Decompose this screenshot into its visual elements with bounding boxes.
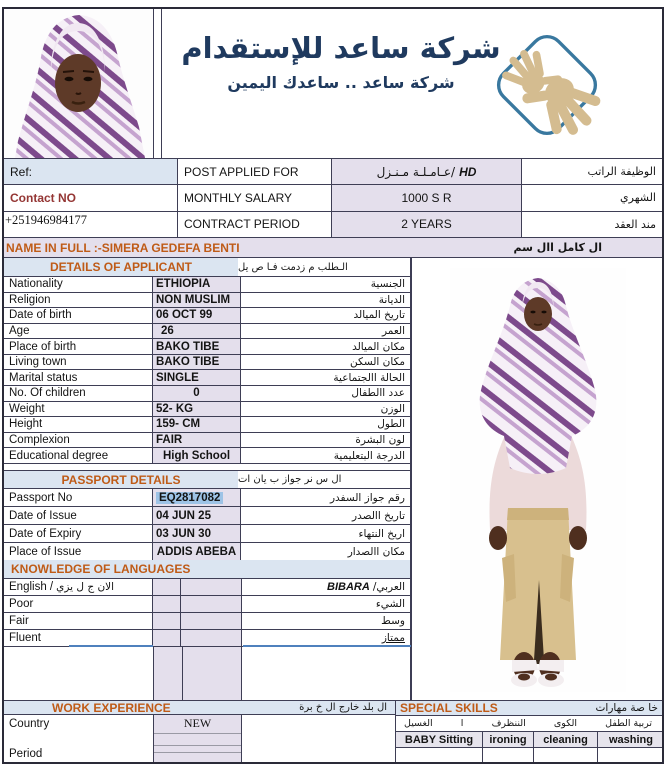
passport-number-highlight: EQ2817082 xyxy=(156,492,223,504)
english-label-cell xyxy=(4,579,153,595)
skill-cell xyxy=(396,748,483,763)
detail-arabic-label: الطول xyxy=(377,418,405,431)
applicant-full-body-photo xyxy=(411,258,664,700)
row-divider xyxy=(154,745,241,746)
post-value-arabic: عـامـلـة مـنـزل/ xyxy=(376,164,456,179)
full-name-row xyxy=(4,238,664,258)
detail-label: Complexion xyxy=(4,433,153,448)
headshot-illustration xyxy=(4,9,154,158)
work-experience-table xyxy=(4,715,395,764)
detail-arabic-label: مكان السكن xyxy=(350,356,405,369)
post-applied-label: POST APPLIED FOR xyxy=(178,159,332,185)
work-experience-title: WORK EXPERIENCE xyxy=(52,700,171,715)
passport-label: Place of Issue xyxy=(4,543,153,560)
passport-label: Date of Expiry xyxy=(4,525,153,542)
detail-arabic-label: تاريخ الميالد xyxy=(353,309,405,322)
passport-arabic-label: مكان االصدار xyxy=(347,545,405,558)
monthly-salary-value: 1000 S R xyxy=(332,185,522,211)
detail-value: 52- KG xyxy=(153,402,241,417)
detail-arabic-label: العمر xyxy=(381,325,405,338)
language-row-fair xyxy=(4,613,410,630)
detail-value: FAIR xyxy=(153,433,241,448)
country-value: NEW xyxy=(183,716,212,730)
detail-arabic-label: الوزن xyxy=(380,402,405,415)
detail-label: Age xyxy=(4,324,153,339)
full-body-illustration xyxy=(450,268,626,692)
passport-value: 03 JUN 30 xyxy=(153,525,241,542)
passport-row-number xyxy=(4,489,410,507)
detail-value: BAKO TIBE xyxy=(153,355,241,370)
detail-value: 0 xyxy=(153,386,241,401)
company-branding xyxy=(176,31,506,92)
work-value-column xyxy=(153,715,242,764)
detail-arabic-label: لون البشرة xyxy=(355,434,405,447)
details-of-applicant-section xyxy=(4,258,411,464)
detail-row-living-town xyxy=(4,355,410,371)
detail-arabic-label: الدرجة البتعليمية xyxy=(333,449,405,462)
passport-row-issue xyxy=(4,507,410,525)
language-row-poor xyxy=(4,596,410,613)
detail-row-religion xyxy=(4,293,410,309)
detail-row-place-of-birth xyxy=(4,339,410,355)
detail-row-height xyxy=(4,417,410,433)
post-applied-value xyxy=(332,159,522,185)
skill-column-ironing: ironing xyxy=(483,732,534,747)
detail-label: Marital status xyxy=(4,370,153,385)
details-section-header xyxy=(4,258,410,277)
detail-arabic-label: الجنسية xyxy=(370,278,405,291)
level-label: Fair xyxy=(4,613,153,629)
post-arabic-label: الوظيفة الراتب xyxy=(522,159,664,185)
detail-label: No. Of children xyxy=(4,386,153,401)
detail-label: Date of birth xyxy=(4,308,153,323)
detail-label: Weight xyxy=(4,402,153,417)
contact-phone-number: +251946984177 xyxy=(4,212,178,238)
country-label: Country xyxy=(9,718,50,730)
passport-label: Date of Issue xyxy=(4,507,153,524)
passport-details-section xyxy=(4,470,411,561)
skill-cell xyxy=(483,748,534,763)
skills-empty-row xyxy=(396,748,664,763)
salary-arabic-label: الشهري xyxy=(522,185,664,211)
contact-no-label: Contact NO xyxy=(4,185,178,211)
level-label: Poor xyxy=(4,596,153,612)
detail-label: Nationality xyxy=(4,277,153,292)
row-divider xyxy=(154,733,241,734)
skill-arabic-babysitting: تربية الطفل xyxy=(605,718,652,729)
detail-value: NON MUSLIM xyxy=(153,293,241,308)
full-name-arabic: ال كامل اال سم xyxy=(513,241,602,254)
skill-cell xyxy=(534,748,598,763)
work-experience-header xyxy=(4,700,395,715)
header-divider-line xyxy=(161,9,162,158)
detail-label: Place of birth xyxy=(4,339,153,354)
detail-row-nationality xyxy=(4,277,410,293)
company-name: شركة ساعد للإستقدام xyxy=(181,31,501,65)
detail-label: Religion xyxy=(4,293,153,308)
level-arabic-label: ممتاز xyxy=(381,632,405,644)
detail-label: Height xyxy=(4,417,153,432)
skill-arabic-cleaning: الننظرف xyxy=(491,718,526,729)
monthly-salary-label: MONTHLY SALARY xyxy=(178,185,332,211)
checkbox-cell xyxy=(181,630,242,646)
detail-label: Living town xyxy=(4,355,153,370)
detail-value: 06 OCT 99 xyxy=(153,308,241,323)
languages-table xyxy=(4,579,411,647)
skill-arabic-ironing: الكوى xyxy=(553,718,577,729)
special-skills-title: SPECIAL SKILLS xyxy=(400,701,498,715)
period-label: Period xyxy=(9,748,43,760)
passport-label: Passport No xyxy=(4,489,153,506)
detail-row-marital-status xyxy=(4,370,410,386)
detail-label: Educational degree xyxy=(4,448,153,463)
skill-arabic-washing: الغسيل xyxy=(404,718,433,729)
contract-arabic-label: مند العقد xyxy=(522,212,664,238)
detail-value: BAKO TIBE xyxy=(153,339,241,354)
languages-extension-area xyxy=(4,647,411,700)
level-label: Fluent xyxy=(4,630,153,646)
contract-period-label: CONTRACT PERIOD xyxy=(178,212,332,238)
detail-value: 26 xyxy=(153,324,241,339)
skill-column-washing: washing xyxy=(598,732,664,747)
detail-row-weight xyxy=(4,402,410,418)
checkbox-cell xyxy=(153,579,181,595)
checkbox-column-extension xyxy=(153,647,242,700)
passport-arabic-label: اريخ النتهاء xyxy=(358,527,405,540)
detail-arabic-label: الحالة االجتماعية xyxy=(333,371,405,384)
applicant-headshot-photo xyxy=(4,9,154,158)
arabic-language-latin: BIBARA xyxy=(327,581,370,593)
details-title-arabic: الـطلب م زدمت فـا ص يل xyxy=(238,261,348,273)
detail-value: 159- CM xyxy=(153,417,241,432)
english-label-arabic: الان ج ل يزي xyxy=(56,581,115,593)
company-tagline: شركة ساعد .. ساعدك اليمين xyxy=(227,73,455,92)
detail-row-complexion xyxy=(4,433,410,449)
detail-value: SINGLE xyxy=(153,370,241,385)
skill-column-cleaning: cleaning xyxy=(534,732,598,747)
checkbox-cell xyxy=(153,630,181,646)
passport-value: 04 JUN 25 xyxy=(153,507,241,524)
arabic-language-cell xyxy=(242,579,410,595)
checkbox-cell xyxy=(181,579,242,595)
contact-post-table xyxy=(4,158,664,238)
skill-column-baby-sitting: BABY Sitting xyxy=(396,732,483,747)
detail-row-education xyxy=(4,448,410,464)
skills-arabic-labels-row xyxy=(396,716,664,732)
passport-title-arabic: ال س نر جواز ب يان ات xyxy=(238,474,342,485)
level-arabic-label: وسط xyxy=(381,615,405,627)
detail-arabic-label: مكان الميالد xyxy=(352,340,405,353)
detail-row-age xyxy=(4,324,410,340)
passport-row-expiry xyxy=(4,525,410,543)
special-skills-section xyxy=(395,700,664,764)
languages-section-title: KNOWLEDGE OF LANGUAGES xyxy=(4,560,411,579)
full-name-english: NAME IN FULL :-SIMERA GEDEFA BENTI xyxy=(6,240,240,255)
row-divider xyxy=(154,752,241,753)
detail-value: High School xyxy=(153,448,241,463)
level-arabic-label: الشيء xyxy=(375,598,405,610)
passport-arabic-label: رقم جواز السفدر xyxy=(329,491,405,504)
checkbox-cell xyxy=(153,613,181,629)
detail-arabic-label: الديانة xyxy=(378,293,405,306)
passport-value xyxy=(153,489,241,506)
detail-row-date-of-birth xyxy=(4,308,410,324)
passport-arabic-label: تاريخ االصدر xyxy=(352,509,405,522)
detail-value: ETHIOPIA xyxy=(153,277,241,292)
detail-arabic-label: عدد االطفال xyxy=(351,387,405,400)
skills-column-headers xyxy=(396,732,664,748)
checkbox-cell xyxy=(181,613,242,629)
passport-value: ADDIS ABEBA xyxy=(153,543,241,560)
skill-cell xyxy=(598,748,664,763)
column-divider-line xyxy=(182,647,183,700)
hands-logo-icon xyxy=(482,19,612,151)
special-skills-title-arabic: خا صة مهارات xyxy=(595,702,658,714)
special-skills-header xyxy=(396,701,664,716)
skill-arabic-separator: ا xyxy=(460,718,464,729)
details-title: DETAILS OF APPLICANT xyxy=(4,258,238,276)
detail-row-children xyxy=(4,386,410,402)
ref-label: Ref: xyxy=(4,159,178,185)
language-row-english xyxy=(4,579,410,596)
passport-row-place xyxy=(4,543,410,561)
passport-section-header xyxy=(4,471,410,489)
contract-period-value: 2 YEARS xyxy=(332,212,522,238)
post-value-hd: HD xyxy=(459,164,477,179)
document-header xyxy=(4,9,662,158)
work-experience-title-arabic: ال بلد خارج ال خ برة xyxy=(299,702,387,713)
checkbox-cell xyxy=(153,596,181,612)
passport-title: PASSPORT DETAILS xyxy=(4,471,238,488)
arabic-label: العربي/ xyxy=(372,581,405,593)
checkbox-cell xyxy=(181,596,242,612)
english-label: English / xyxy=(9,581,54,593)
